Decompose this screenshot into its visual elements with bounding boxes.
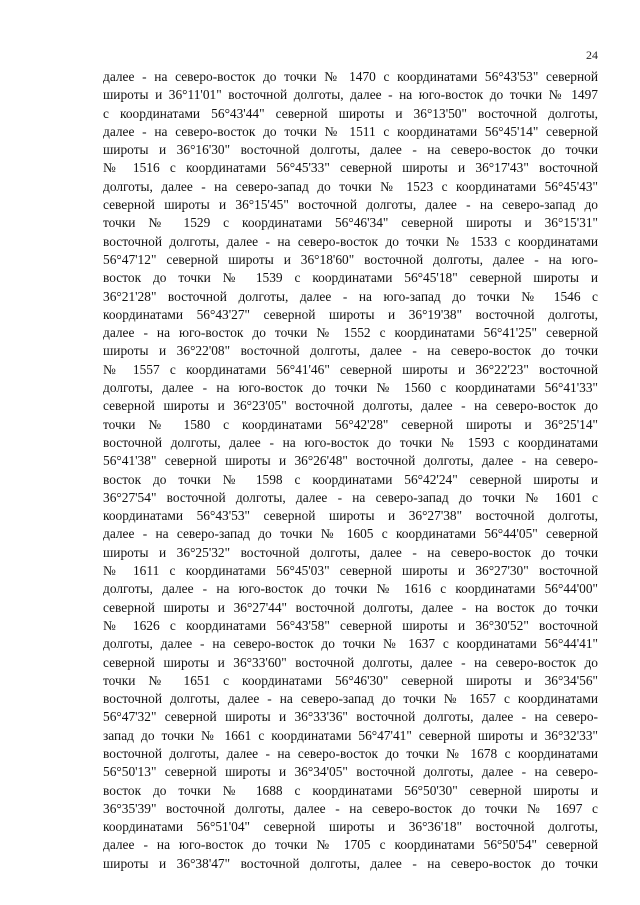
text-line: северной широты и 36°23'05" восточной долготы, далее - на северо-восток до (103, 398, 598, 414)
text-line: точки № 1651 с координатами 56°46'30" северной широты и 36°34'56" (103, 672, 598, 688)
text-line: северной широты и 36°27'44" восточной долготы, далее - на восток до точки (103, 599, 598, 615)
text-line: № 1626 с координатами 56°43'58" северной широты и 36°30'52" восточной (103, 617, 598, 633)
text-line: восток до точки № 1539 с координатами 56°45'18" северной широты и (103, 270, 598, 286)
page-number: 24 (586, 48, 598, 62)
text-line: запад до точки № 1661 с координатами 56°47'41" северной широты и 36°32'33" (103, 727, 598, 743)
text-line: 36°27'54" восточной долготы, далее - на северо-запад до точки № 1601 с (103, 489, 598, 505)
text-line: далее - на юго-восток до точки № 1705 с координатами 56°50'54" северной (103, 837, 598, 853)
text-line: далее - на северо-запад до точки № 1605 с координатами 56°44'05" северной (103, 526, 598, 542)
text-line: 36°21'28" восточной долготы, далее - на юго-запад до точки № 1546 с (103, 288, 598, 304)
text-line: долготы, далее - на юго-восток до точки № 1560 с координатами 56°41'33" (103, 380, 598, 396)
text-line: № 1611 с координатами 56°45'03" северной широты и 36°27'30" восточной (103, 563, 598, 579)
text-line: долготы, далее - на северо-восток до точки № 1637 с координатами 56°44'41" (103, 636, 598, 652)
text-line: 56°47'12" северной широты и 36°18'60" восточной долготы, далее - на юго- (103, 251, 598, 267)
text-line: широты и 36°16'30" восточной долготы, далее - на северо-восток до точки (103, 142, 598, 158)
text-line: 56°47'32" северной широты и 36°33'36" восточной долготы, далее - на северо- (103, 709, 598, 725)
text-line: 56°41'38" северной широты и 36°26'48" восточной долготы, далее - на северо- (103, 453, 598, 469)
text-line: восточной долготы, далее - на северо-запад до точки № 1657 с координатами (103, 691, 598, 707)
text-line: восток до точки № 1688 с координатами 56°50'30" северной широты и (103, 782, 598, 798)
text-line: точки № 1529 с координатами 56°46'34" северной широты и 36°15'31" (103, 215, 598, 231)
text-line: широты и 36°25'32" восточной долготы, далее - на северо-восток до точки (103, 544, 598, 560)
text-line: далее - на северо-восток до точки № 1511 с координатами 56°45'14" северной (103, 123, 598, 139)
text-line: координатами 56°43'53" северной широты и 36°27'38" восточной долготы, (103, 508, 598, 524)
text-line: координатами 56°43'27" северной широты и 36°19'38" восточной долготы, (103, 306, 598, 322)
body-paragraph (103, 68, 598, 873)
text-line: северной широты и 36°15'45" восточной долготы, далее - на северо-запад до (103, 197, 598, 213)
text-line: № 1516 с координатами 56°45'33" северной широты и 36°17'43" восточной (103, 160, 598, 176)
text-line: восток до точки № 1598 с координатами 56°42'24" северной широты и (103, 471, 598, 487)
text-line: долготы, далее - на северо-запад до точки № 1523 с координатами 56°45'43" (103, 178, 598, 194)
text-line: широты и 36°38'47" восточной долготы, далее - на северо-восток до точки (103, 855, 598, 871)
text-line: точки № 1580 с координатами 56°42'28" северной широты и 36°25'14" (103, 416, 598, 432)
text-line: № 1557 с координатами 56°41'46" северной широты и 36°22'23" восточной (103, 361, 598, 377)
text-line: с координатами 56°43'44" северной широты и 36°13'50" восточной долготы, (103, 105, 598, 121)
text-line: далее - на северо-восток до точки № 1470 с координатами 56°43'53" северной (103, 69, 598, 84)
text-line: восточной долготы, далее - на северо-восток до точки № 1678 с координатами (103, 745, 598, 761)
text-line: координатами 56°51'04" северной широты и 36°36'18" восточной долготы, (103, 819, 598, 835)
text-line: восточной долготы, далее - на юго-восток до точки № 1593 с координатами (103, 434, 598, 450)
text-line: 36°35'39" восточной долготы, далее - на северо-восток до точки № 1697 с (103, 800, 598, 816)
text-line: восточной долготы, далее - на северо-восток до точки № 1533 с координатами (103, 233, 598, 249)
text-line: далее - на юго-восток до точки № 1552 с координатами 56°41'25" северной (103, 325, 598, 341)
text-line: долготы, далее - на юго-восток до точки № 1616 с координатами 56°44'00" (103, 581, 598, 597)
text-line: широты и 36°22'08" восточной долготы, далее - на северо-восток до точки (103, 343, 598, 359)
text-line: 56°50'13" северной широты и 36°34'05" восточной долготы, далее - на северо- (103, 764, 598, 780)
text-line: широты и 36°11'01" восточной долготы, далее - на юго-восток до точки № 1497 (103, 87, 598, 103)
text-line: северной широты и 36°33'60" восточной долготы, далее - на северо-восток до (103, 654, 598, 670)
